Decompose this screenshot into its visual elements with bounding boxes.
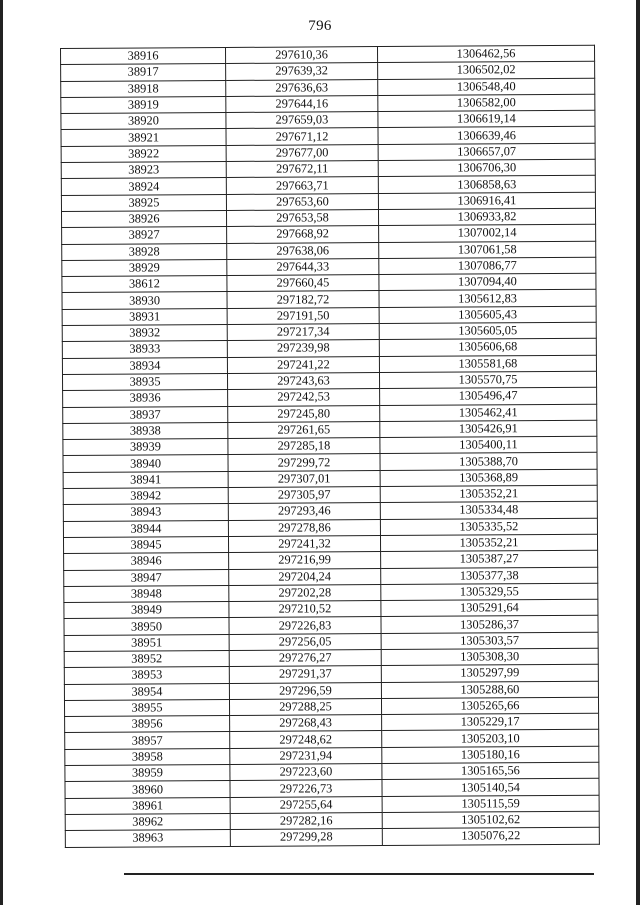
x-coordinate-cell: 297278,86 — [228, 519, 380, 536]
y-coordinate-cell: 1305368,89 — [380, 469, 597, 487]
point-number-cell: 38922 — [61, 145, 226, 162]
point-number-cell: 38917 — [61, 64, 226, 81]
point-number-cell: 38935 — [62, 373, 227, 390]
x-coordinate-cell: 297299,72 — [228, 454, 380, 471]
x-coordinate-cell: 297307,01 — [228, 470, 380, 487]
y-coordinate-cell: 1305426,91 — [380, 420, 597, 438]
y-coordinate-cell: 1305229,17 — [382, 713, 599, 731]
x-coordinate-cell: 297243,63 — [227, 372, 379, 389]
point-number-cell: 38932 — [62, 325, 227, 342]
y-coordinate-cell: 1306933,82 — [378, 208, 595, 226]
point-number-cell: 38612 — [62, 276, 227, 293]
point-number-cell: 38957 — [65, 732, 230, 749]
point-number-cell: 38927 — [62, 227, 227, 244]
point-number-cell: 38945 — [63, 536, 228, 553]
y-coordinate-cell: 1307061,58 — [379, 241, 596, 259]
y-coordinate-cell: 1306657,07 — [378, 143, 595, 161]
coordinates-table — [60, 45, 600, 848]
point-number-cell: 38920 — [61, 113, 226, 130]
y-coordinate-cell: 1305165,56 — [382, 762, 599, 780]
x-coordinate-cell: 297268,43 — [230, 715, 382, 732]
x-coordinate-cell: 297299,28 — [230, 829, 382, 846]
y-coordinate-cell: 1305334,48 — [380, 502, 597, 520]
x-coordinate-cell: 297245,80 — [228, 405, 380, 422]
x-coordinate-cell: 297256,05 — [229, 633, 381, 650]
y-coordinate-cell: 1305606,68 — [379, 339, 596, 357]
page-number: 796 — [308, 18, 332, 34]
point-number-cell: 38916 — [61, 47, 226, 64]
table-row — [65, 827, 599, 847]
x-coordinate-cell: 297182,72 — [227, 291, 379, 308]
y-coordinate-cell: 1305462,41 — [380, 404, 597, 422]
y-coordinate-cell: 1305180,16 — [382, 746, 599, 764]
y-coordinate-cell: 1306639,46 — [378, 127, 595, 145]
x-coordinate-cell: 297653,58 — [226, 210, 378, 227]
point-number-cell: 38936 — [63, 390, 228, 407]
x-coordinate-cell: 297293,46 — [228, 503, 380, 520]
y-coordinate-cell: 1305581,68 — [379, 355, 596, 373]
x-coordinate-cell: 297305,97 — [228, 487, 380, 504]
y-coordinate-cell: 1305335,52 — [380, 518, 597, 536]
point-number-cell: 38925 — [61, 194, 226, 211]
point-number-cell: 38929 — [62, 259, 227, 276]
y-coordinate-cell: 1305612,83 — [379, 290, 596, 308]
x-coordinate-cell: 297282,16 — [230, 812, 382, 829]
x-coordinate-cell: 297226,83 — [229, 617, 381, 634]
point-number-cell: 38952 — [64, 650, 229, 667]
x-coordinate-cell: 297638,06 — [227, 242, 379, 259]
x-coordinate-cell: 297217,34 — [227, 324, 379, 341]
y-coordinate-cell: 1305605,05 — [379, 322, 596, 340]
point-number-cell: 38961 — [65, 797, 230, 814]
y-coordinate-cell: 1305352,21 — [380, 534, 597, 552]
y-coordinate-cell: 1305400,11 — [380, 436, 597, 454]
scan-left-edge — [0, 0, 3, 905]
x-coordinate-cell: 297239,98 — [227, 340, 379, 357]
x-coordinate-cell: 297248,62 — [230, 731, 382, 748]
point-number-cell: 38944 — [63, 520, 228, 537]
y-coordinate-cell: 1306582,00 — [378, 94, 595, 112]
y-coordinate-cell: 1305303,57 — [381, 632, 598, 650]
x-coordinate-cell: 297288,25 — [229, 698, 381, 715]
x-coordinate-cell: 297210,52 — [229, 601, 381, 618]
point-number-cell: 38951 — [64, 634, 229, 651]
x-coordinate-cell: 297202,28 — [229, 584, 381, 601]
y-coordinate-cell: 1307094,40 — [379, 273, 596, 291]
y-coordinate-cell: 1305387,27 — [381, 550, 598, 568]
x-coordinate-cell: 297660,45 — [227, 275, 379, 292]
y-coordinate-cell: 1305388,70 — [380, 453, 597, 471]
point-number-cell: 38950 — [64, 618, 229, 635]
y-coordinate-cell: 1305291,64 — [381, 599, 598, 617]
y-coordinate-cell: 1305605,43 — [379, 306, 596, 324]
y-coordinate-cell: 1305265,66 — [381, 697, 598, 715]
point-number-cell: 38955 — [64, 699, 229, 716]
y-coordinate-cell: 1306916,41 — [378, 192, 595, 210]
x-coordinate-cell: 297285,18 — [228, 438, 380, 455]
x-coordinate-cell: 297644,33 — [227, 258, 379, 275]
x-coordinate-cell: 297653,60 — [226, 193, 378, 210]
y-coordinate-cell: 1305329,55 — [381, 583, 598, 601]
point-number-cell: 38956 — [65, 716, 230, 733]
scan-right-edge — [636, 0, 640, 905]
point-number-cell: 38924 — [61, 178, 226, 195]
coordinates-table-wrapper — [60, 45, 599, 848]
y-coordinate-cell: 1307086,77 — [379, 257, 596, 275]
point-number-cell: 38919 — [61, 96, 226, 113]
x-coordinate-cell: 297291,37 — [229, 666, 381, 683]
point-number-cell: 38942 — [63, 487, 228, 504]
x-coordinate-cell: 297204,24 — [229, 568, 381, 585]
x-coordinate-cell: 297276,27 — [229, 650, 381, 667]
x-coordinate-cell: 297644,16 — [226, 95, 378, 112]
point-number-cell: 38938 — [63, 422, 228, 439]
point-number-cell: 38937 — [63, 406, 228, 423]
point-number-cell: 38941 — [63, 471, 228, 488]
x-coordinate-cell: 297255,64 — [230, 796, 382, 813]
y-coordinate-cell: 1305140,54 — [382, 779, 599, 797]
y-coordinate-cell: 1305496,47 — [380, 387, 597, 405]
x-coordinate-cell: 297663,71 — [226, 177, 378, 194]
x-coordinate-cell: 297668,92 — [227, 226, 379, 243]
x-coordinate-cell: 297226,73 — [230, 780, 382, 797]
x-coordinate-cell: 297241,22 — [227, 356, 379, 373]
point-number-cell: 38933 — [62, 341, 227, 358]
point-number-cell: 38934 — [62, 357, 227, 374]
y-coordinate-cell: 1305308,30 — [381, 648, 598, 666]
y-coordinate-cell: 1306462,56 — [377, 45, 594, 63]
x-coordinate-cell: 297261,65 — [228, 421, 380, 438]
point-number-cell: 38960 — [65, 781, 230, 798]
y-coordinate-cell: 1305297,99 — [381, 665, 598, 683]
x-coordinate-cell: 297636,63 — [226, 79, 378, 96]
point-number-cell: 38958 — [65, 748, 230, 765]
y-coordinate-cell: 1305288,60 — [381, 681, 598, 699]
y-coordinate-cell: 1305115,59 — [382, 795, 599, 813]
point-number-cell: 38959 — [65, 765, 230, 782]
x-coordinate-cell: 297671,12 — [226, 128, 378, 145]
y-coordinate-cell: 1306502,02 — [378, 62, 595, 80]
point-number-cell: 38931 — [62, 308, 227, 325]
y-coordinate-cell: 1306706,30 — [378, 159, 595, 177]
point-number-cell: 38949 — [64, 602, 229, 619]
point-number-cell: 38953 — [64, 667, 229, 684]
point-number-cell: 38962 — [65, 813, 230, 830]
x-coordinate-cell: 297231,94 — [230, 747, 382, 764]
x-coordinate-cell: 297242,53 — [228, 389, 380, 406]
x-coordinate-cell: 297223,60 — [230, 764, 382, 781]
x-coordinate-cell: 297677,00 — [226, 144, 378, 161]
y-coordinate-cell: 1305203,10 — [382, 730, 599, 748]
point-number-cell: 38948 — [64, 585, 229, 602]
x-coordinate-cell: 297639,32 — [226, 63, 378, 80]
y-coordinate-cell: 1305102,62 — [382, 811, 599, 829]
x-coordinate-cell: 297672,11 — [226, 161, 378, 178]
x-coordinate-cell: 297216,99 — [229, 552, 381, 569]
point-number-cell: 38946 — [64, 553, 229, 570]
x-coordinate-cell: 297610,36 — [225, 47, 377, 64]
y-coordinate-cell: 1307002,14 — [379, 224, 596, 242]
x-coordinate-cell: 297191,50 — [227, 307, 379, 324]
y-coordinate-cell: 1305286,37 — [381, 616, 598, 634]
point-number-cell: 38939 — [63, 439, 228, 456]
y-coordinate-cell: 1305377,38 — [381, 567, 598, 585]
y-coordinate-cell: 1305352,21 — [380, 485, 597, 503]
point-number-cell: 38930 — [62, 292, 227, 309]
y-coordinate-cell: 1306548,40 — [378, 78, 595, 96]
point-number-cell: 38918 — [61, 80, 226, 97]
point-number-cell: 38928 — [62, 243, 227, 260]
bottom-rule — [124, 873, 594, 875]
y-coordinate-cell: 1306858,63 — [378, 176, 595, 194]
coordinates-table-body — [61, 45, 600, 847]
x-coordinate-cell: 297659,03 — [226, 112, 378, 129]
point-number-cell: 38926 — [61, 210, 226, 227]
y-coordinate-cell: 1306619,14 — [378, 110, 595, 128]
point-number-cell: 38921 — [61, 129, 226, 146]
x-coordinate-cell: 297296,59 — [229, 682, 381, 699]
point-number-cell: 38923 — [61, 162, 226, 179]
point-number-cell: 38943 — [63, 504, 228, 521]
point-number-cell: 38954 — [64, 683, 229, 700]
point-number-cell: 38963 — [65, 830, 230, 847]
point-number-cell: 38940 — [63, 455, 228, 472]
y-coordinate-cell: 1305076,22 — [382, 827, 599, 845]
x-coordinate-cell: 297241,32 — [228, 535, 380, 552]
y-coordinate-cell: 1305570,75 — [379, 371, 596, 389]
point-number-cell: 38947 — [64, 569, 229, 586]
